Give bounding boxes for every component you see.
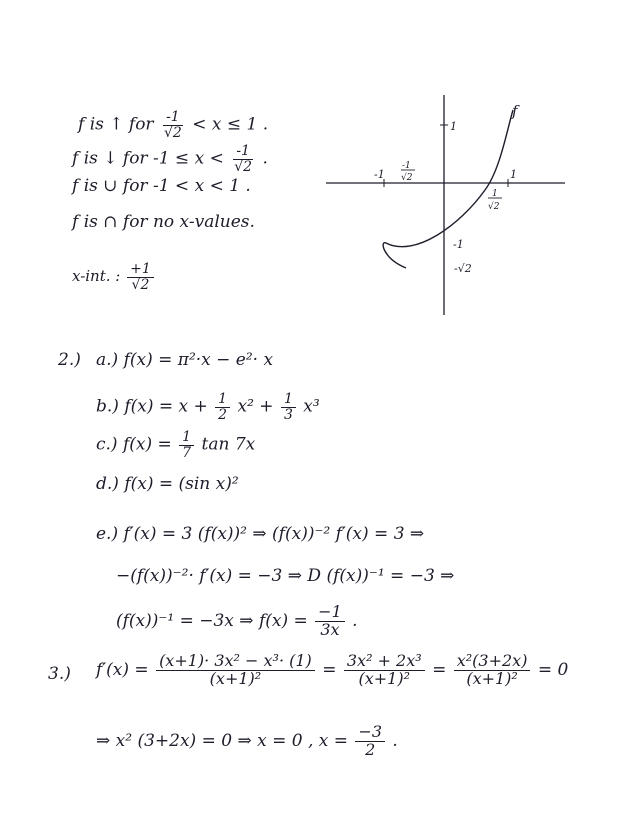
fraction-numerator: (x+1)· 3x² − x³· (1) [156, 653, 315, 671]
q2-part-e-line3 [116, 604, 358, 639]
q3-label: 3.) [48, 664, 71, 684]
q3-quotient-rule-fraction [156, 653, 315, 688]
q2-b-middle: x² + [237, 396, 274, 417]
fraction-denominator: (x+1)² [209, 668, 262, 688]
fraction-denominator: √2 [131, 276, 150, 293]
increasing-text: f is ↑ for [78, 114, 154, 135]
x-tick-label-1: 1 [510, 168, 517, 181]
fraction-numerator: 1 [281, 392, 296, 408]
increasing-interval: < x ≤ 1 . [192, 114, 269, 135]
q2-e3-fraction [315, 604, 345, 639]
fraction-denominator: 7 [182, 444, 192, 461]
q2-part-b [96, 392, 320, 422]
q2-b-fraction-third [281, 392, 296, 422]
q3-solution-fraction [355, 724, 385, 759]
increasing-fraction [161, 110, 185, 140]
increasing-statement [78, 110, 268, 140]
y-tick-label-neg-root2: -√2 [454, 262, 472, 275]
q2-e3-end: . [352, 610, 358, 631]
q2-c-fraction [179, 430, 194, 460]
fraction-denominator: (x+1)² [466, 668, 518, 688]
equals-sign: = [322, 659, 337, 680]
equals-sign: = [432, 659, 447, 680]
q3-line1 [96, 653, 568, 688]
fraction-denominator: 2 [218, 406, 228, 423]
y-tick-label-1: 1 [450, 120, 457, 133]
decreasing-text: f is ↓ for -1 ≤ x < [72, 148, 224, 169]
q2-c-start: c.) f(x) = [96, 434, 172, 455]
equals-zero: = 0 [537, 659, 569, 680]
concave-down-statement: f is ∩ for no x-values. [72, 212, 255, 232]
q2-b-start: b.) f(x) = x + [96, 396, 208, 417]
x-intercept-statement [72, 262, 156, 292]
decreasing-statement [72, 144, 268, 174]
x-intercept-fraction [127, 262, 154, 292]
fraction-numerator: 3x² + 2x³ [344, 653, 425, 671]
q2-label: 2.) [58, 350, 81, 370]
curve-f-label: f [512, 102, 518, 120]
q2-part-e-line2: −(f(x))⁻²· f′(x) = −3 ⇒ D (f(x))⁻¹ = −3 ⇒ [116, 566, 455, 586]
fraction-denominator: (x+1)² [358, 668, 411, 688]
fraction-denominator: √2 [234, 158, 253, 175]
q3-lhs: f′(x) = [96, 659, 149, 680]
q2-b-fraction-half [215, 392, 230, 422]
q2-c-end: tan 7x [201, 434, 256, 455]
x-tick-neg-frac-num: -1 [402, 161, 411, 171]
fraction-denominator: 3 [283, 406, 293, 423]
x-tick-neg-frac-den: √2 [401, 173, 413, 183]
q3-solution-text: ⇒ x² (3+2x) = 0 ⇒ x = 0 , x = [96, 730, 349, 751]
q3-line2 [96, 724, 398, 759]
fraction-numerator: -1 [233, 144, 253, 160]
fraction-numerator: 1 [179, 430, 194, 446]
x-tick-frac-num: 1 [492, 189, 498, 199]
q2-e3-start: (f(x))⁻¹ = −3x ⇒ f(x) = [116, 610, 308, 631]
q3-solution-end: . [392, 730, 398, 751]
fraction-numerator: −1 [315, 604, 345, 622]
x-tick-label-neg1: -1 [374, 168, 385, 181]
fraction-denominator: √2 [163, 124, 182, 141]
q3-simplified-fraction [344, 653, 425, 688]
fraction-denominator: 3x [320, 619, 340, 639]
fraction-numerator: −3 [355, 724, 385, 742]
concave-up-statement: f is ∪ for -1 < x < 1 . [72, 176, 251, 196]
decreasing-fraction [231, 144, 255, 174]
decreasing-end: . [262, 148, 268, 169]
function-graph-sketch [320, 90, 580, 320]
fraction-denominator: 2 [365, 739, 376, 759]
x-tick-frac-den: √2 [488, 202, 500, 212]
q3-factored-fraction [454, 653, 531, 688]
q2-part-c [96, 430, 255, 460]
q2-part-e-line1: e.) f′(x) = 3 (f(x))² ⇒ (f(x))⁻² f′(x) = 3 ⇒ [96, 524, 425, 544]
q2-b-end: x³ [303, 396, 320, 417]
fraction-numerator: -1 [163, 110, 183, 126]
q2-part-d: d.) f(x) = (sin x)² [96, 474, 239, 494]
x-intercept-label: x-int. : [72, 267, 121, 286]
fraction-numerator: +1 [127, 262, 154, 278]
y-tick-label-neg1: -1 [453, 238, 464, 251]
fraction-numerator: x²(3+2x) [454, 653, 531, 671]
q2-part-a: a.) f(x) = π²·x − e²· x [96, 350, 274, 370]
fraction-numerator: 1 [215, 392, 230, 408]
